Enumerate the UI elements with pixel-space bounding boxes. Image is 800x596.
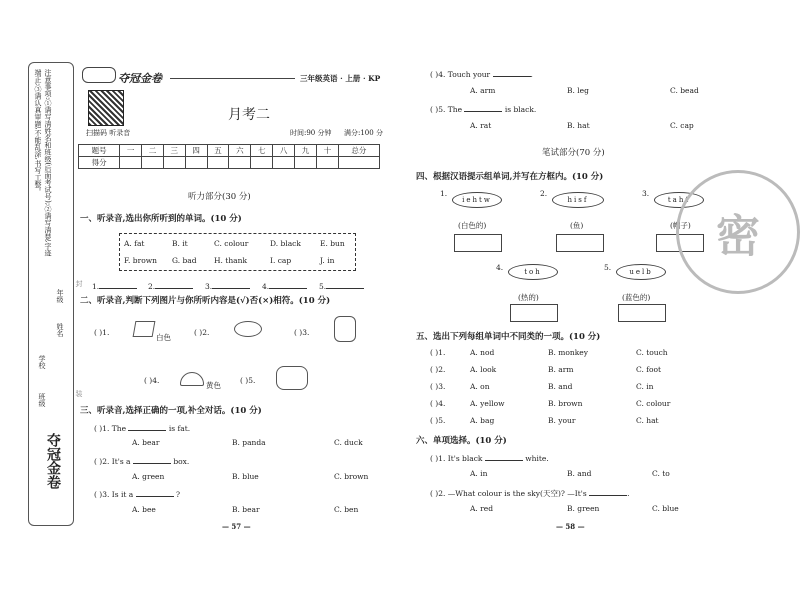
score-table-score-row [79, 157, 380, 169]
question-stem: ( )1. It's black white. [430, 454, 549, 463]
section-6-title: 六、单项选择。(10 分) [416, 436, 507, 446]
question-stem: ( )2. —What colour is the sky(天空)? —It's . [430, 489, 630, 498]
word-hint: (白色的) [458, 221, 487, 230]
exam-time: 时间:90 分钟 [290, 129, 332, 137]
name-label: 姓名 [56, 323, 64, 337]
word-hint: (帽子) [670, 221, 691, 230]
question-stem: ( )5. The is black. [430, 105, 537, 114]
option-a[interactable]: A. bear [132, 438, 160, 447]
score-input-cell[interactable] [229, 157, 251, 169]
option-c[interactable]: C. ben [334, 505, 359, 514]
score-cell: 总分 [338, 145, 379, 157]
option-b[interactable]: B. monkey [548, 348, 588, 357]
listening-title: 听力部分(30 分) [188, 192, 251, 202]
children-icon [276, 366, 308, 390]
letter-bubble: hisf [552, 192, 604, 208]
option-a[interactable]: A. look [470, 365, 497, 374]
word-option: D. black [270, 239, 301, 248]
score-input-cell[interactable] [273, 157, 295, 169]
backpack-icon [334, 316, 356, 342]
picture-label-yellow: 黄色 [206, 381, 221, 390]
question-stem: ( )1. The is fat. [94, 424, 191, 433]
item-num: 3. [642, 189, 650, 198]
question-stem: ( )4. Touch your . [430, 70, 533, 79]
answer-num: 3. [205, 282, 213, 291]
option-c[interactable]: C. colour [636, 399, 671, 408]
row-num: ( )5. [430, 416, 446, 425]
option-c[interactable]: C. brown [334, 472, 369, 481]
score-cell: 六 [229, 145, 251, 157]
page-number-left: — 57 — [222, 522, 251, 531]
binding-mark-2: 装 [75, 390, 83, 397]
header-rule [170, 78, 295, 79]
option-a[interactable]: A. yellow [470, 399, 505, 408]
answer-box[interactable] [510, 304, 558, 322]
score-cell: 题号 [79, 145, 120, 157]
row-num: ( )2. [430, 365, 446, 374]
word-option: E. bun [320, 239, 345, 248]
word-option: I. cap [270, 256, 292, 265]
word-option: F. brown [124, 256, 157, 265]
option-c[interactable]: C. in [636, 382, 654, 391]
answer-1[interactable] [92, 280, 137, 291]
score-cell: 四 [185, 145, 207, 157]
answer-2[interactable] [148, 280, 193, 291]
word-option: J. in [320, 256, 335, 265]
score-input-cell[interactable] [295, 157, 317, 169]
word-hint: (鱼) [570, 221, 584, 230]
option-c[interactable]: C. touch [636, 348, 668, 357]
cap-icon [180, 372, 204, 386]
word-option: B. it [172, 239, 188, 248]
answer-4[interactable] [262, 280, 307, 291]
score-table [78, 144, 380, 169]
option-a[interactable]: A. arm [470, 86, 496, 95]
notice-text: 注意事项:①请写清姓名和班级(后面考试号);②请写清楚,字迹端正;③请认真审题,不能乱涂,书写工整。 [34, 69, 52, 257]
option-a[interactable]: A. on [470, 382, 490, 391]
word-choice-box [119, 233, 356, 271]
binding-sidebar [28, 62, 74, 526]
written-title: 笔试部分(70 分) [542, 148, 605, 158]
option-b[interactable]: B. and [548, 382, 573, 391]
section-5-title: 五、选出下列每组单词中不同类的一项。(10 分) [416, 332, 601, 342]
option-b[interactable]: B. leg [567, 86, 589, 95]
answer-num: 4. [262, 282, 270, 291]
score-cell: 八 [273, 145, 295, 157]
answer-num: 5. [319, 282, 327, 291]
section-4-title: 四、根据汉语提示组单词,并写在方框内。(10 分) [416, 172, 604, 182]
item-num: 2. [540, 189, 548, 198]
option-b[interactable]: B. hat [567, 121, 590, 130]
score-input-cell[interactable] [338, 157, 379, 169]
score-cell: 二 [142, 145, 164, 157]
picture-item-5[interactable]: ( )5. [240, 376, 256, 385]
word-option: C. colour [214, 239, 249, 248]
option-a[interactable]: A. nod [470, 348, 495, 357]
word-option: H. thank [214, 256, 247, 265]
section-2-title: 二、听录音,判断下列图片与你所听内容是(√)否(×)相符。(10 分) [80, 296, 331, 306]
score-cell: 七 [251, 145, 273, 157]
option-a[interactable]: A. bee [132, 505, 156, 514]
page-title: 月考二 [228, 107, 270, 123]
section-1-title: 一、听录音,选出你所听到的单词。(10 分) [80, 214, 242, 224]
option-a[interactable]: A. red [470, 504, 494, 513]
score-cell: 九 [295, 145, 317, 157]
option-b[interactable]: B. your [548, 416, 576, 425]
option-b[interactable]: B. bear [232, 505, 260, 514]
publisher-logo [82, 67, 116, 83]
exam-full-score: 满分:100 分 [344, 129, 383, 137]
option-a[interactable]: A. bag [470, 416, 495, 425]
book-info: 三年级英语 · 上册 · KP [300, 74, 381, 83]
score-input-cell[interactable] [185, 157, 207, 169]
option-b[interactable]: B. green [567, 504, 600, 513]
row-num: ( )4. [430, 399, 446, 408]
question-stem: ( )2. It's a box. [94, 457, 190, 466]
score-cell: 一 [120, 145, 142, 157]
letter-bubble: toh [508, 264, 558, 280]
picture-item-4[interactable]: ( )4. [144, 376, 160, 385]
option-a[interactable]: A. rat [470, 121, 492, 130]
question-stem: ( )3. Is it a ? [94, 490, 181, 499]
score-cell: 十 [316, 145, 338, 157]
score-input-cell[interactable] [316, 157, 338, 169]
score-input-cell[interactable] [142, 157, 164, 169]
sidebar-brand: 夺冠金卷 [45, 433, 61, 489]
option-b[interactable]: B. and [567, 469, 592, 478]
option-a[interactable]: A. green [132, 472, 165, 481]
fish-icon [234, 321, 262, 337]
option-b[interactable]: B. arm [548, 365, 574, 374]
qr-code-icon[interactable] [88, 90, 124, 126]
picture-item-1[interactable]: ( )1. [94, 328, 110, 337]
word-hint: (热的) [518, 293, 539, 302]
option-c[interactable]: C. bead [670, 86, 699, 95]
score-input-cell[interactable] [163, 157, 185, 169]
option-b[interactable]: B. blue [232, 472, 259, 481]
word-option: A. fat [124, 239, 145, 248]
word-option: G. bad [172, 256, 197, 265]
brand-title: 夺冠金卷 [118, 72, 162, 85]
option-c[interactable]: C. blue [652, 504, 679, 513]
school-label: 学校 [38, 355, 46, 369]
word-hint: (蓝色的) [622, 293, 651, 302]
item-num: 5. [604, 263, 612, 272]
picture-item-2[interactable]: ( )2. [194, 328, 210, 337]
binding-mark: 封 [75, 280, 83, 287]
item-num: 4. [496, 263, 504, 272]
picture-label-white: 白色 [156, 333, 171, 342]
picture-item-3[interactable]: ( )3. [294, 328, 310, 337]
box-icon [133, 321, 156, 337]
item-num: 1. [440, 189, 448, 198]
option-b[interactable]: B. brown [548, 399, 583, 408]
row-num: ( )1. [430, 348, 446, 357]
letter-bubble: taht [654, 192, 704, 208]
answer-3[interactable] [205, 280, 250, 291]
letter-bubble: uelb [616, 264, 666, 280]
row-num: ( )3. [430, 382, 446, 391]
option-a[interactable]: A. in [470, 469, 488, 478]
score-input-cell[interactable] [207, 157, 229, 169]
letter-bubble: iehtw [452, 192, 502, 208]
answer-box[interactable] [556, 234, 604, 252]
score-table-header-row [79, 145, 380, 157]
answer-num: 2. [148, 282, 156, 291]
page-number-right: — 58 — [556, 522, 585, 531]
option-c[interactable]: C. cap [670, 121, 694, 130]
option-c[interactable]: C. hat [636, 416, 659, 425]
option-c[interactable]: C. to [652, 469, 670, 478]
section-3-title: 三、听录音,选择正确的一项,补全对话。(10 分) [80, 406, 262, 416]
confidential-stamp: 密 [676, 170, 800, 294]
grade-label: 年级 [56, 289, 64, 303]
answer-5[interactable] [319, 280, 364, 291]
answer-box[interactable] [618, 304, 666, 322]
option-c[interactable]: C. duck [334, 438, 363, 447]
score-input-cell[interactable] [251, 157, 273, 169]
option-c[interactable]: C. foot [636, 365, 662, 374]
class-label: 班级 [38, 393, 46, 407]
score-cell: 三 [163, 145, 185, 157]
answer-box[interactable] [454, 234, 502, 252]
answer-num: 1. [92, 282, 100, 291]
qr-caption: 扫描码 听录音 [86, 129, 131, 137]
score-row-label: 得分 [79, 157, 120, 169]
option-b[interactable]: B. panda [232, 438, 266, 447]
score-input-cell[interactable] [120, 157, 142, 169]
score-cell: 五 [207, 145, 229, 157]
